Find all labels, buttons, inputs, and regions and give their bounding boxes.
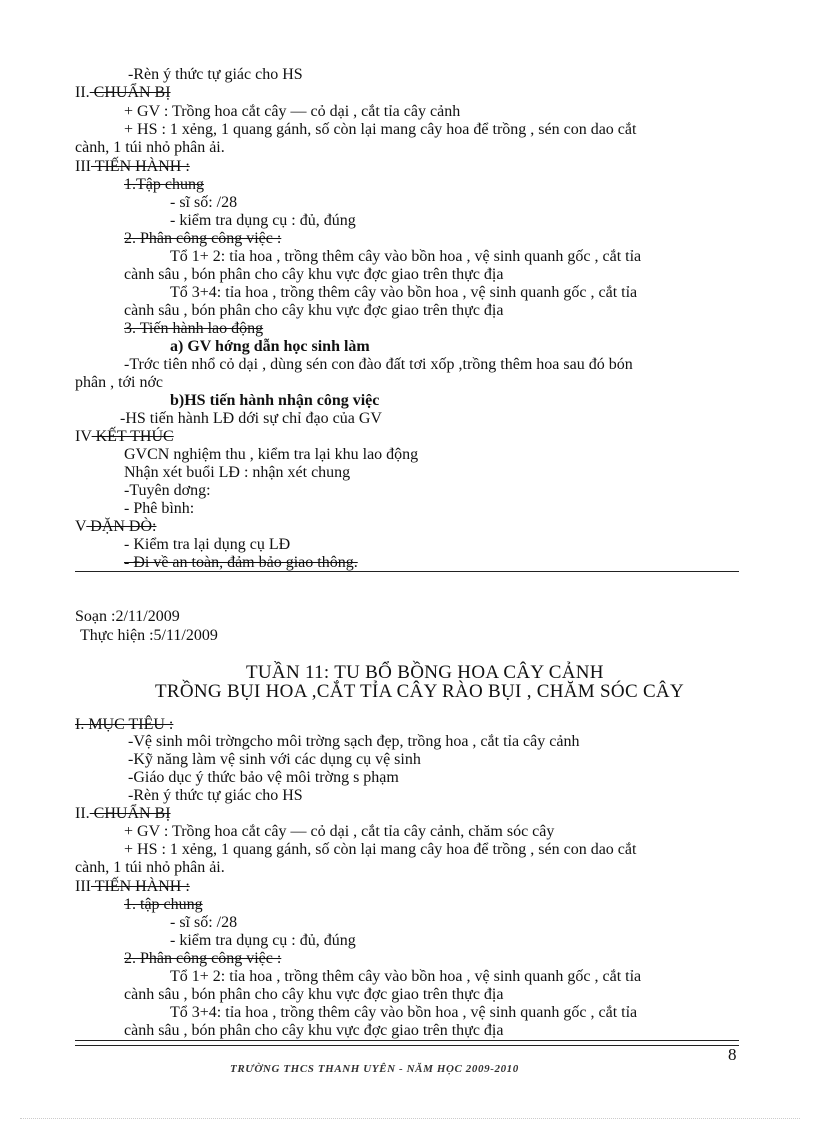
text-line: Tổ 1+ 2: tỉa hoa , trồng thêm cây vào bồn hoa , vệ sinh quanh gốc , cắt tỉa — [170, 968, 642, 985]
section-number: III — [75, 878, 91, 895]
section-heading-reminder — [75, 518, 156, 536]
subheading: 1. tập chung — [124, 896, 203, 913]
execution-date: Thực hiện :5/11/2009 — [80, 627, 218, 644]
text-line: -Tuyên dơng: — [124, 482, 211, 499]
section-title: CHUẨN BỊ — [89, 84, 171, 101]
text-line: + HS : 1 xẻng, 1 quang gánh, số còn lại mang cây hoa để trồng , sén con dao cắt — [124, 121, 637, 138]
text-line: -HS tiến hành LĐ dới sự chỉ đạo của GV — [120, 410, 382, 427]
subheading: 1.Tập chung — [124, 176, 204, 193]
text-line: -Rèn ý thức tự giác cho HS — [128, 787, 303, 804]
prepared-date: Soạn :2/11/2009 — [75, 608, 180, 625]
text-line: -Giáo dục ý thức bảo vệ môi trờng s phạm — [128, 769, 399, 786]
text-line: - Kiểm tra lại dụng cụ LĐ — [124, 536, 291, 553]
text-line: -Vệ sinh môi trờngcho môi trờng sạch đẹp, trồng hoa , cắt tỉa cây cảnh — [128, 733, 580, 750]
lesson-subtitle: TRỒNG BỤI HOA ,CẮT TỈA CÂY RÀO BỤI , CHĂM SÓC CÂY — [155, 681, 684, 702]
text-line: - sĩ số: /28 — [170, 194, 238, 211]
footer-divider — [75, 1040, 739, 1046]
subheading: 3. Tiến hành lao động — [124, 320, 264, 337]
section-title: TIẾN HÀNH : — [90, 158, 190, 175]
section-heading-prepare — [75, 805, 171, 823]
bold-subheading: a) GV hớng dẫn học sinh làm — [170, 338, 370, 355]
bold-subheading: b)HS tiến hành nhận công việc — [170, 392, 380, 409]
subheading: 2. Phân công công việc : — [124, 230, 282, 247]
text-line: - Phê bình: — [124, 500, 195, 517]
page-number: 8 — [728, 1045, 737, 1064]
text-line: Nhận xét buổi LĐ : nhận xét chung — [124, 464, 351, 481]
text-line: phân , tới nớc — [75, 374, 164, 391]
section-title: DẶN DÒ: — [86, 518, 157, 535]
section-heading-end — [75, 428, 174, 446]
section-title: TIẾN HÀNH : — [90, 878, 190, 895]
divider — [75, 571, 739, 572]
lesson-title: TUẦN 11: TU BỔ BỒNG HOA CÂY CẢNH — [246, 662, 604, 683]
text-line: + GV : Trồng hoa cắt cây — cỏ dại , cắt tỉa cây cảnh, chăm sóc cây — [124, 823, 555, 840]
page-edge — [20, 1118, 800, 1119]
goal-line: -Rèn ý thức tự giác cho HS — [128, 66, 303, 83]
section-number: II. — [75, 805, 90, 822]
section-heading-proceed — [75, 158, 190, 176]
section-number: IV — [75, 428, 92, 445]
text-line: - Đi về an toàn, đảm bảo giao thông. — [124, 554, 358, 571]
section-title: CHUẨN BỊ — [89, 805, 171, 822]
text-line: cành sâu , bón phân cho cây khu vực đợc giao trên thực địa — [124, 302, 504, 319]
text-line: Tổ 3+4: tỉa hoa , trồng thêm cây vào bồn hoa , vệ sinh quanh gốc , cắt tỉa — [170, 1004, 638, 1021]
section-number: II. — [75, 84, 90, 101]
section-heading-prepare — [75, 84, 171, 102]
text-line: - kiểm tra dụng cụ : đủ, đúng — [170, 932, 356, 949]
text-line: Tổ 3+4: tỉa hoa , trồng thêm cây vào bồn hoa , vệ sinh quanh gốc , cắt tỉa — [170, 284, 638, 301]
text-line: Tổ 1+ 2: tỉa hoa , trồng thêm cây vào bồn hoa , vệ sinh quanh gốc , cắt tỉa — [170, 248, 642, 265]
text-line: cành, 1 túi nhỏ phân ải. — [75, 859, 225, 876]
text-line: cành sâu , bón phân cho cây khu vực đợc giao trên thực địa — [124, 266, 504, 283]
subheading: 2. Phân công công việc : — [124, 950, 282, 967]
text-line: -Trớc tiên nhổ cỏ dại , dùng sén con đào đất tơi xốp ,trồng thêm hoa sau đó bón — [124, 356, 633, 373]
section-title: KẾT THÚC — [91, 428, 174, 445]
text-line: - sĩ số: /28 — [170, 914, 238, 931]
section-number: III — [75, 158, 91, 175]
text-line: + GV : Trồng hoa cắt cây — cỏ dại , cắt tỉa cây cảnh — [124, 103, 461, 120]
section-number: V — [75, 518, 87, 535]
text-line: - kiểm tra dụng cụ : đủ, đúng — [170, 212, 356, 229]
text-line: cành sâu , bón phân cho cây khu vực đợc giao trên thực địa — [124, 1022, 504, 1039]
text-line: + HS : 1 xẻng, 1 quang gánh, số còn lại mang cây hoa để trồng , sén con dao cắt — [124, 841, 637, 858]
text-line: GVCN nghiệm thu , kiểm tra lại khu lao động — [124, 446, 419, 463]
footer-school: TRƯỜNG THCS THANH UYÊN - NĂM HỌC 2009-2010 — [230, 1063, 519, 1075]
text-line: cành, 1 túi nhỏ phân ải. — [75, 139, 225, 156]
section-heading-objectives: I. MỤC TIÊU : — [75, 716, 174, 733]
text-line: cành sâu , bón phân cho cây khu vực đợc giao trên thực địa — [124, 986, 504, 1003]
section-heading-proceed — [75, 878, 190, 896]
text-line: -Kỹ năng làm vệ sinh với các dụng cụ vệ sinh — [128, 751, 421, 768]
